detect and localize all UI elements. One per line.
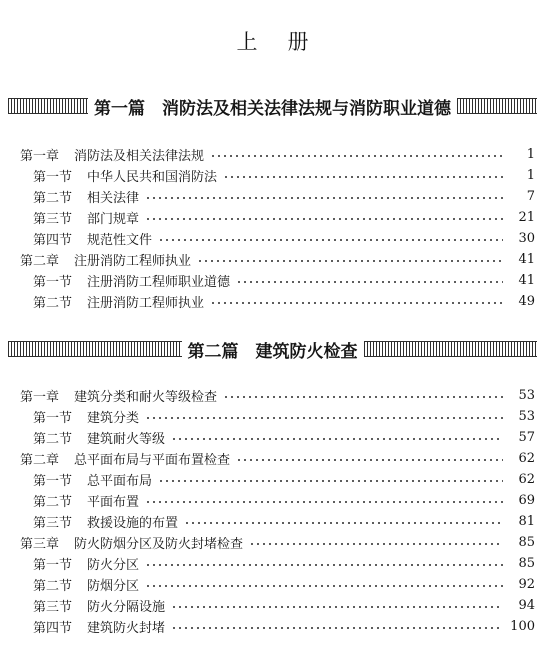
page-number: 62 xyxy=(518,471,535,487)
toc-section-entry[interactable] xyxy=(0,468,545,490)
entry-number: 第三节 xyxy=(33,515,73,531)
toc-section-entry[interactable] xyxy=(0,405,545,427)
dot-leader xyxy=(158,480,503,482)
dot-leader xyxy=(236,459,503,461)
toc-section-entry[interactable] xyxy=(0,615,545,637)
volume-title: 上册 xyxy=(236,30,339,54)
dot-leader xyxy=(210,302,503,304)
toc-section-entry[interactable] xyxy=(0,269,545,291)
entry-title: 救援设施的布置 xyxy=(87,515,179,531)
entry-title: 防火分区 xyxy=(87,557,140,573)
entry-title: 建筑分类和耐火等级检查 xyxy=(74,389,218,405)
page-number: 1 xyxy=(526,146,535,162)
page-number: 81 xyxy=(518,513,535,529)
entry-title: 建筑防火封堵 xyxy=(87,620,166,636)
dot-leader xyxy=(210,155,503,157)
page-number: 53 xyxy=(518,408,535,424)
dot-leader xyxy=(158,239,503,241)
entry-number: 第一章 xyxy=(20,389,60,405)
part-banner xyxy=(8,93,537,119)
toc-section-entry[interactable] xyxy=(0,510,545,532)
page-number: 41 xyxy=(518,251,535,267)
entry-number: 第一节 xyxy=(33,169,73,185)
dot-leader xyxy=(171,606,503,608)
entry-number: 第二章 xyxy=(20,253,60,269)
dot-leader xyxy=(145,417,503,419)
dot-leader xyxy=(145,501,503,503)
entry-title: 防火分隔设施 xyxy=(87,599,166,615)
entry-number: 第一节 xyxy=(33,557,73,573)
toc-section-entry[interactable] xyxy=(0,489,545,511)
dot-leader xyxy=(223,176,503,178)
page-number: 69 xyxy=(518,492,535,508)
hatch-ornament-right xyxy=(364,341,538,357)
toc-section-entry[interactable] xyxy=(0,426,545,448)
entry-number: 第一章 xyxy=(20,148,60,164)
entry-title: 中华人民共和国消防法 xyxy=(87,169,218,185)
entry-number: 第二节 xyxy=(33,431,73,447)
dot-leader xyxy=(145,585,503,587)
dot-leader xyxy=(145,218,503,220)
dot-leader xyxy=(145,564,503,566)
dot-leader xyxy=(171,438,503,440)
entry-title: 规范性文件 xyxy=(87,232,153,248)
entry-title: 注册消防工程师执业 xyxy=(87,295,205,311)
entry-number: 第三章 xyxy=(20,536,60,552)
toc-chapter-entry[interactable] xyxy=(0,447,545,469)
part-title: 第一篇 消防法及相关法律法规与消防职业道德 xyxy=(94,98,451,119)
dot-leader xyxy=(223,396,503,398)
entry-title: 注册消防工程师职业道德 xyxy=(87,274,231,290)
dot-leader xyxy=(197,260,503,262)
toc-chapter-entry[interactable] xyxy=(0,384,545,406)
page-number: 92 xyxy=(518,576,535,592)
entry-title: 部门规章 xyxy=(87,211,140,227)
toc-section-entry[interactable] xyxy=(0,206,545,228)
page-number: 30 xyxy=(518,230,535,246)
dot-leader xyxy=(171,627,503,629)
toc-section-entry[interactable] xyxy=(0,594,545,616)
entry-number: 第四节 xyxy=(33,232,73,248)
entry-number: 第三节 xyxy=(33,599,73,615)
entry-number: 第二节 xyxy=(33,295,73,311)
page-number: 53 xyxy=(518,387,535,403)
entry-number: 第一节 xyxy=(33,473,73,489)
toc-chapter-entry[interactable] xyxy=(0,531,545,553)
page-number: 100 xyxy=(510,618,535,634)
toc-section-entry[interactable] xyxy=(0,227,545,249)
part-title: 第二篇 建筑防火检查 xyxy=(187,341,358,362)
entry-title: 消防法及相关法律法规 xyxy=(74,148,205,164)
dot-leader xyxy=(236,281,503,283)
entry-title: 总平面布局与平面布置检查 xyxy=(74,452,231,468)
entry-title: 总平面布局 xyxy=(87,473,153,489)
toc-section-entry[interactable] xyxy=(0,290,545,312)
entry-title: 平面布置 xyxy=(87,494,140,510)
entry-title: 相关法律 xyxy=(87,190,140,206)
dot-leader xyxy=(249,543,503,545)
toc-chapter-entry[interactable] xyxy=(0,143,545,165)
toc-section-entry[interactable] xyxy=(0,552,545,574)
dot-leader xyxy=(184,522,503,524)
page-number: 94 xyxy=(518,597,535,613)
hatch-ornament-left xyxy=(8,98,88,114)
hatch-ornament-right xyxy=(457,98,537,114)
page-number: 21 xyxy=(518,209,535,225)
toc-chapter-entry[interactable] xyxy=(0,248,545,270)
toc-section-entry[interactable] xyxy=(0,573,545,595)
entry-title: 建筑分类 xyxy=(87,410,140,426)
page-number: 41 xyxy=(518,272,535,288)
entry-title: 防烟分区 xyxy=(87,578,140,594)
entry-number: 第三节 xyxy=(33,211,73,227)
entry-number: 第四节 xyxy=(33,620,73,636)
page-number: 85 xyxy=(518,534,535,550)
toc-section-entry[interactable] xyxy=(0,185,545,207)
entry-number: 第二章 xyxy=(20,452,60,468)
toc-section-entry[interactable] xyxy=(0,164,545,186)
entry-number: 第二节 xyxy=(33,494,73,510)
entry-number: 第一节 xyxy=(33,274,73,290)
entry-number: 第二节 xyxy=(33,578,73,594)
entry-title: 注册消防工程师执业 xyxy=(74,253,192,269)
page-number: 57 xyxy=(518,429,535,445)
entry-number: 第一节 xyxy=(33,410,73,426)
entry-number: 第二节 xyxy=(33,190,73,206)
page-number: 1 xyxy=(526,167,535,183)
page-number: 85 xyxy=(518,555,535,571)
page-number: 62 xyxy=(518,450,535,466)
entry-title: 防火防烟分区及防火封堵检查 xyxy=(74,536,244,552)
entry-title: 建筑耐火等级 xyxy=(87,431,166,447)
page-number: 7 xyxy=(526,188,535,204)
dot-leader xyxy=(145,197,503,199)
hatch-ornament-left xyxy=(8,341,182,357)
page-number: 49 xyxy=(518,293,535,309)
part-banner xyxy=(8,336,537,362)
